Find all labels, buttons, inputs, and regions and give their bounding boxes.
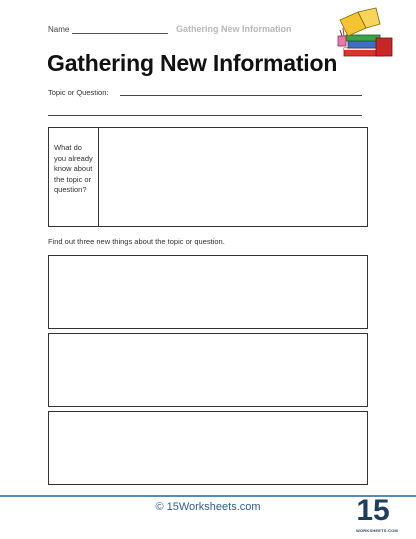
new-fact-box-1[interactable] — [48, 255, 368, 329]
prior-knowledge-box — [48, 127, 368, 227]
topic-answer-line[interactable] — [120, 95, 362, 96]
name-label: Name — [48, 25, 70, 34]
topic-label: Topic or Question: — [48, 88, 109, 97]
footer-divider — [0, 495, 416, 497]
instruction-text: Find out three new things about the topic or question. — [48, 237, 225, 246]
logo-text: WORKSHEETS.COM — [356, 528, 398, 533]
footer-copyright[interactable]: © 15Worksheets.com — [155, 501, 261, 513]
site-logo[interactable] — [356, 494, 398, 536]
new-fact-box-2[interactable] — [48, 333, 368, 407]
page-title: Gathering New Information — [47, 50, 338, 76]
topic-answer-line-2[interactable] — [48, 115, 362, 116]
prior-knowledge-prompt: What do you already know about the topic or question? — [49, 128, 99, 226]
header-title: Gathering New Information — [176, 24, 292, 34]
logo-number: 15 — [356, 494, 390, 527]
prior-knowledge-answer-area[interactable] — [99, 128, 367, 226]
name-line[interactable] — [72, 33, 168, 34]
new-fact-box-3[interactable] — [48, 411, 368, 485]
stacked-books-icon — [336, 6, 394, 60]
